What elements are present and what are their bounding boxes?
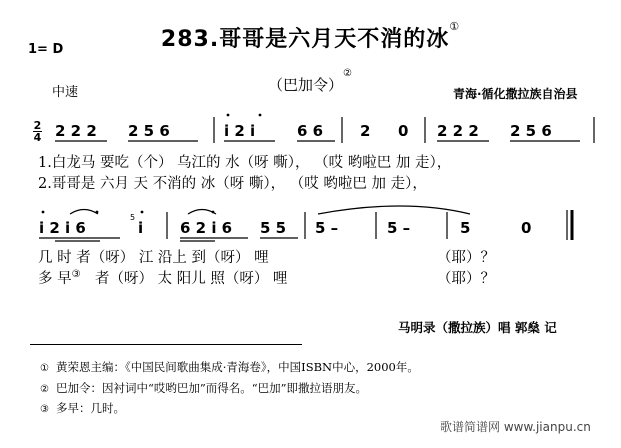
- footnote-3: [40, 400, 125, 416]
- line2-notes-8: 0: [521, 219, 532, 237]
- title-footnote-mark: ①: [449, 20, 461, 33]
- lyrics-verse2-line2-prefix: 多 早: [38, 271, 72, 287]
- line1-notes-5: 2: [360, 122, 371, 140]
- line1-notes-7: 2 2 2: [437, 122, 479, 140]
- time-signature-bottom: 4: [33, 131, 42, 144]
- line1-notes-6: 0: [398, 122, 409, 140]
- subtitle-text: （巴加令）: [268, 76, 344, 94]
- octave-dot: [141, 211, 144, 214]
- line2-notes-6: 5 –: [387, 219, 411, 237]
- octave-dot: [42, 211, 45, 214]
- line1-notes-4: 6 6: [297, 122, 324, 140]
- region-label: 青海·循化撒拉族自治县: [453, 87, 578, 101]
- line1-notes-3: i 2 i: [224, 122, 256, 140]
- octave-dot: [212, 211, 215, 214]
- footnote-3-mark: ③: [40, 404, 49, 415]
- song-title-text: 283.哥哥是六月天不消的冰: [160, 27, 450, 52]
- octave-dot: [96, 211, 99, 214]
- footnote-1: [40, 359, 419, 375]
- lyrics-footnote-mark: ③: [71, 269, 81, 281]
- octave-dot: [227, 114, 230, 117]
- line2-notes-5: 5 –: [315, 219, 339, 237]
- watermark: 歌谱简谱网 www.jianpu.cn: [440, 420, 591, 434]
- subtitle-footnote-mark: ②: [343, 68, 352, 79]
- line2-notes-7: 5: [460, 219, 471, 237]
- footnote-1-text: 黄荣恩主编：《中国民间歌曲集成·青海卷》，中国ISBN中心，2000年。: [56, 360, 419, 374]
- credits-line: 马明录（撒拉族）唱 郭燊 记: [398, 320, 557, 335]
- octave-dot: [259, 114, 262, 117]
- footnote-3-text: 多早：几时。: [56, 401, 125, 415]
- footnote-2-text: 巴加令：因衬词中“哎哟巴加”而得名。“巴加”即撒拉语朋友。: [56, 381, 368, 395]
- footnote-2-mark: ②: [40, 384, 49, 395]
- lyrics-verse1-line2: 几 时 者（呀） 江 沿上 到（呀） 哩: [38, 250, 269, 266]
- line2-notes-1: i 2 i 6: [39, 219, 86, 237]
- time-signature-top: 2: [33, 119, 42, 132]
- line1-notes-2: 2 5 6: [128, 122, 170, 140]
- line1-notes-1: 2 2 2: [55, 122, 97, 140]
- lyrics-verse1-line1: 1.白龙马 要吃（个） 乌江的 水（呀 嘶）， （哎 哟啦巴 加 走），: [38, 155, 452, 171]
- lyrics-verse1-line2-end: （耶）？: [437, 250, 495, 266]
- key-signature: 1= D: [28, 42, 64, 57]
- line2-notes-3: 6 2 i 6: [180, 219, 233, 237]
- line1-notes-8: 2 5 6: [510, 122, 552, 140]
- line2-notes-4: 5 5: [260, 219, 287, 237]
- lyrics-verse2-line2-end: （耶）？: [437, 271, 495, 287]
- tempo-marking: 中速: [52, 85, 79, 100]
- footnote-2: [40, 380, 367, 396]
- slur: [70, 210, 98, 215]
- footnote-1-mark: ①: [40, 363, 49, 374]
- grace-note: 5: [130, 213, 136, 222]
- lyrics-verse2-line1: 2.哥哥是 六月 天 不消的 冰（呀 嘶）， （哎 哟啦巴 加 走），: [38, 176, 427, 192]
- lyrics-verse2-line2: 者（呀） 太 阳儿 照（呀） 哩: [95, 271, 288, 287]
- line2-notes-2: i: [138, 219, 144, 237]
- footnote-divider: [30, 344, 302, 345]
